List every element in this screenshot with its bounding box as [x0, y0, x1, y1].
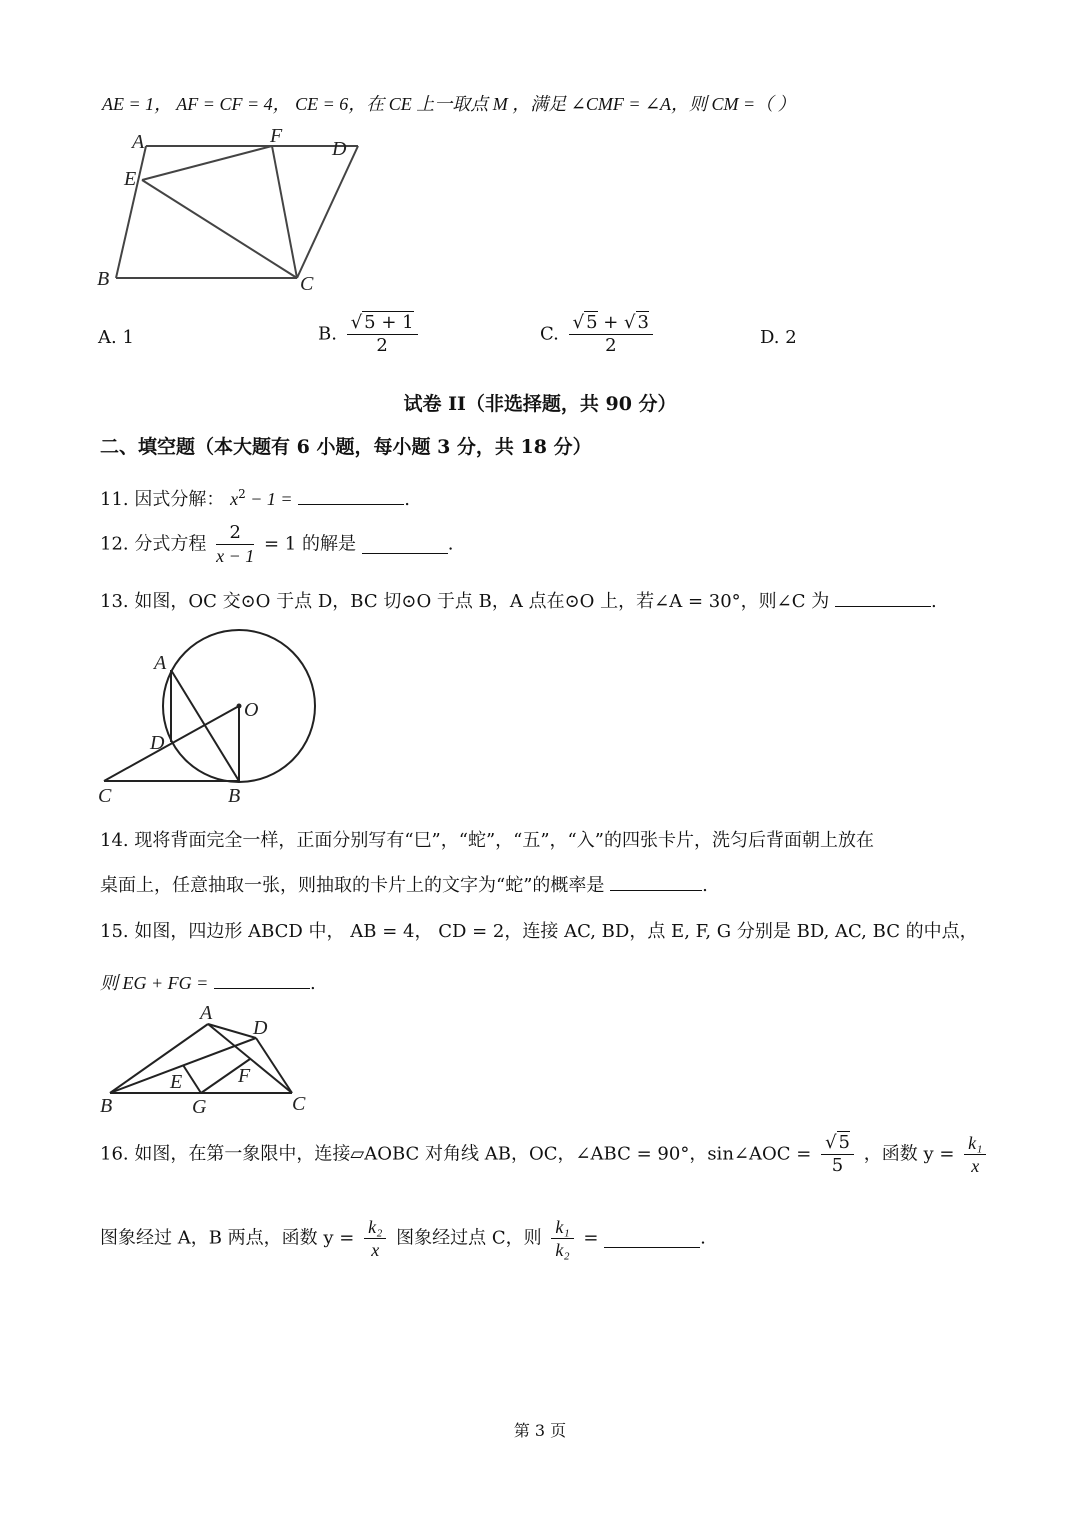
q10-option-c-denominator: 2	[605, 335, 617, 356]
q13-figure-circle	[90, 626, 330, 811]
q16-ratio-denominator: k₂	[555, 1240, 570, 1260]
q10-option-c: C. $\frac{√ 5 + √ 3}{2}$	[540, 312, 657, 357]
q16-sin-denominator: 5	[831, 1155, 844, 1176]
q13-label-c: C	[98, 785, 112, 807]
q16-k2: k₂	[364, 1216, 386, 1239]
section-title: 试卷 II（非选择题，共 90 分）	[403, 393, 677, 415]
q15-line2-text: 则 EG + FG =	[100, 973, 209, 993]
q10-stem: AE = 1， AF = CF = 4， CE = 6，在 CE 上一取点 M ，满足 ∠CMF = ∠A，则 CM =（ ）	[102, 94, 796, 114]
q16-x1: x	[971, 1156, 980, 1176]
page-footer: 第 3 页	[513, 1421, 567, 1440]
q16-line2	[100, 1216, 706, 1261]
q16-line2a: 图象经过 A，B 两点，函数 y =	[100, 1227, 355, 1249]
q10-label-c: C	[300, 273, 314, 295]
q14-answer-blank[interactable]	[610, 872, 702, 891]
part2-title: 二、填空题（本大题有 6 小题，每小题 3 分，共 18 分）	[100, 436, 592, 458]
q15-end: .	[310, 973, 316, 994]
q13-label-b: B	[228, 785, 241, 807]
q10-option-c-num-b: 3	[637, 312, 649, 333]
q10-figure-parallelogram	[92, 128, 372, 298]
q15-line2	[100, 970, 316, 996]
q13-label-a: A	[154, 652, 167, 674]
q10-label-f: F	[270, 128, 283, 147]
q15-label-f: F	[238, 1065, 251, 1087]
q11-expr: x	[230, 489, 239, 509]
q16-line2c: =	[583, 1227, 599, 1249]
q14-line1: 14. 现将背面完全一样，正面分别写有“巳”，“蛇”，“五”，“入”的四张卡片，洗匀后背面朝上放在	[100, 830, 874, 851]
q10-option-c-label: C.	[540, 323, 559, 345]
q15-answer-blank[interactable]	[214, 970, 310, 989]
q13-label-o: O	[244, 699, 259, 721]
q12-denominator: x − 1	[216, 546, 255, 566]
q11-sup: 2	[238, 487, 246, 501]
q16-k1: k₁	[964, 1132, 986, 1155]
q16-sin-numerator: 5	[838, 1132, 850, 1153]
q10-option-d: D. 2	[760, 327, 797, 348]
q15-label-d: D	[253, 1017, 268, 1039]
q10-option-b-label: B.	[318, 323, 337, 345]
q10-option-b-denominator: 2	[376, 335, 388, 356]
q10-label-a: A	[132, 131, 145, 153]
q10-option-c-num-a: 5	[586, 312, 598, 333]
q11-answer-blank[interactable]	[298, 486, 404, 505]
q12-prefix: 12. 分式方程	[100, 533, 207, 555]
q10-label-b: B	[97, 268, 110, 290]
q13-end: .	[930, 591, 937, 612]
q12	[100, 522, 453, 567]
q11-expr-rest: − 1 =	[245, 489, 293, 509]
q16-line1a: 16. 如图，在第一象限中，连接▱AOBC 对角线 AB，OC，∠ABC = 90°，sin∠AOC =	[100, 1143, 812, 1165]
q11-prefix: 11. 因式分解：	[100, 489, 225, 510]
q16-end: .	[700, 1227, 706, 1249]
q15-label-a: A	[200, 1002, 213, 1024]
q14-line2	[100, 872, 708, 898]
q16-answer-blank[interactable]	[604, 1229, 700, 1248]
q10-option-b-numerator: 5 + 1	[364, 312, 414, 333]
q16-ratio-numerator: k₁	[551, 1216, 573, 1239]
q12-answer-blank[interactable]	[362, 535, 448, 554]
q16-line2b: 图象经过点 C，则	[396, 1227, 542, 1249]
q12-rest: = 1 的解是	[263, 533, 356, 555]
q13-text: 13. 如图，OC 交⊙O 于点 D，BC 切⊙O 于点 B，A 点在⊙O 上，若∠A = 30°，则∠C 为	[100, 591, 830, 612]
q15-label-e: E	[170, 1071, 183, 1093]
q10-label-d: D	[332, 138, 347, 160]
q15-line1: 15. 如图，四边形 ABCD 中， AB = 4， CD = 2，连接 AC, BD，点 E, F, G 分别是 BD, AC, BC 的中点，	[100, 921, 978, 942]
q14-end: .	[702, 875, 708, 896]
q13-label-d: D	[150, 732, 165, 754]
q11	[100, 482, 410, 512]
q16-x2: x	[371, 1240, 380, 1260]
q13	[100, 588, 937, 614]
q15-label-c: C	[292, 1093, 306, 1115]
q11-end: .	[404, 489, 410, 510]
q10-option-b: B. $\frac{√ 5 + 1}{2}$	[318, 312, 422, 357]
q14-line2-text: 桌面上，任意抽取一张，则抽取的卡片上的文字为“蛇”的概率是	[100, 875, 605, 896]
q16-line1b: ，函数 y =	[863, 1143, 955, 1165]
q10-option-a: A. 1	[98, 327, 134, 348]
q12-end: .	[447, 533, 454, 555]
q10-label-e: E	[124, 168, 137, 190]
q12-numerator: 2	[216, 522, 254, 545]
q16-line1: 16. 如图，在第一象限中，连接▱AOBC 对角线 AB，OC，∠ABC = 90°，sin∠AOC = $\frac{√ 5}{5}$ ，函数 y = $\frac{\text{k₁}}{x}$	[100, 1132, 990, 1177]
q15-label-g: G	[192, 1096, 207, 1118]
q13-answer-blank[interactable]	[835, 588, 931, 607]
q15-figure-quadrilateral	[92, 1000, 322, 1120]
q15-label-b: B	[100, 1095, 113, 1117]
